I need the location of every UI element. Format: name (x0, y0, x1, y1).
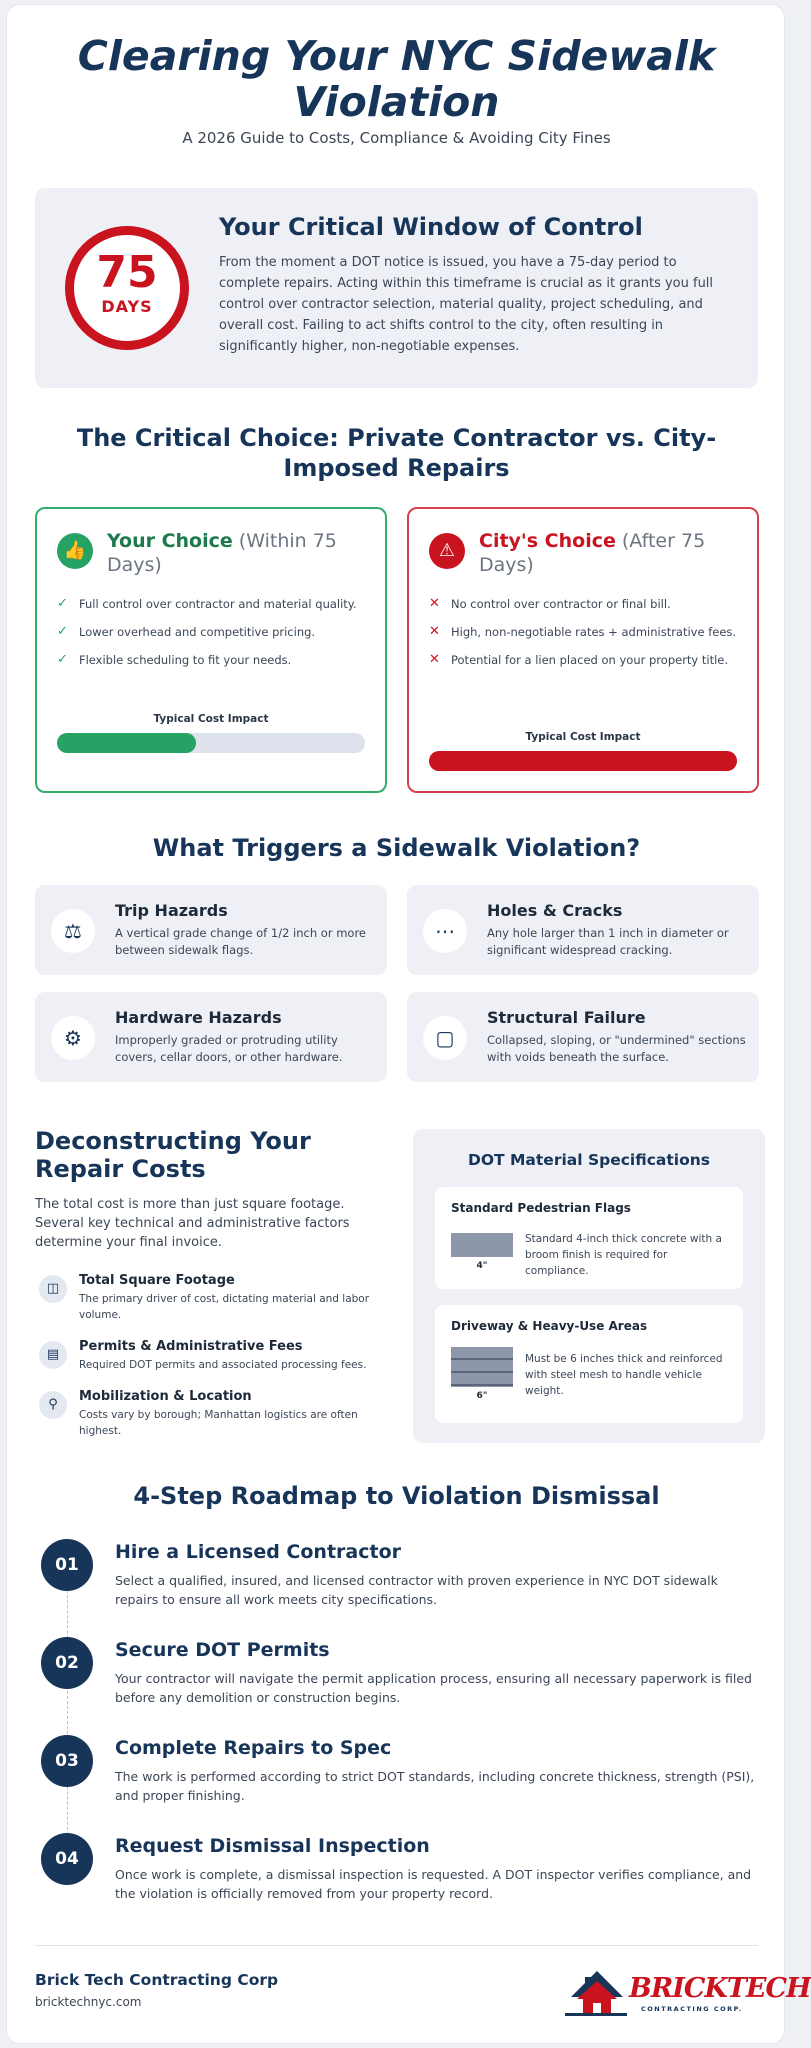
trigger-title: Trip Hazards (115, 901, 228, 920)
logo-wordmark: BRICKTECH (629, 1973, 811, 2004)
trigger-card (35, 992, 387, 1082)
factor-desc: The primary driver of cost, dictating material and labor volume. (79, 1293, 370, 1321)
spec-card-title: Standard Pedestrian Flags (451, 1201, 631, 1215)
thumbs-up-icon: 👍 (57, 533, 93, 569)
list-item: ✓ Lower overhead and competitive pricing. (57, 624, 316, 639)
step-number: 03 (41, 1735, 93, 1787)
trigger-card (407, 992, 759, 1082)
scale-icon: ⚖ (51, 909, 95, 953)
trigger-desc: Any hole larger than 1 inch in diameter or significant widespread cracking. (487, 926, 729, 957)
trigger-desc: A vertical grade change of 1/2 inch or more between sidewalk flags. (115, 926, 367, 957)
days-label: DAYS (101, 297, 153, 316)
control-body: From the moment a DOT notice is issued, you have a 75-day period to complete repairs. Acting within this timeframe is crucial as it grants you full control over contractor selection, material quality, project scheduling, and overall cost. Failing to act shifts control to the city, often resulting in significantly higher, non-negotiable expenses. (219, 255, 714, 354)
company-logo (563, 1961, 811, 2021)
trigger-desc: Improperly graded or protruding utility covers, cellar doors, or other hardware. (115, 1033, 343, 1064)
step-title: Secure DOT Permits (115, 1639, 330, 1661)
slab-thickness-label: 6" (476, 1391, 488, 1401)
company-website[interactable]: bricktechnyc.com (35, 1995, 142, 2009)
page-subtitle: A 2026 Guide to Costs, Compliance & Avoiding City Fines (182, 129, 611, 147)
cost-impact-fill (429, 751, 737, 771)
check-icon: ✓ (57, 652, 68, 667)
list-item: ✕ High, non-negotiable rates + administrative fees. (429, 624, 737, 639)
slab-thickness-label: 4" (476, 1261, 488, 1271)
step-number: 02 (41, 1637, 93, 1689)
city-choice-heading (479, 529, 749, 577)
cost-impact-bar (57, 733, 365, 753)
slab-6in-mesh-graphic (451, 1347, 513, 1387)
hole-icon: ⋯ (423, 909, 467, 953)
spec-desc: Must be 6 inches thick and reinforced with steel mesh to handle vehicle weight. (525, 1353, 723, 1397)
spec-card-title: Driveway & Heavy-Use Areas (451, 1319, 648, 1333)
specs-title: DOT Material Specifications (468, 1151, 710, 1169)
city-choice-list (429, 595, 744, 679)
step-title: Hire a Licensed Contractor (115, 1541, 401, 1563)
factor-title: Mobilization & Location (79, 1389, 252, 1404)
trigger-card (35, 885, 387, 975)
step-desc: Once work is complete, a dismissal inspection is requested. A DOT inspector verifies compliance, and the violation is officially removed from your property record. (115, 1867, 752, 1901)
infographic-page (6, 4, 811, 2044)
cost-impact-bar (429, 751, 737, 771)
factor-desc: Costs vary by borough; Manhattan logistics are often highest. (79, 1409, 358, 1437)
city-choice-subtitle: (After 75 Days) (479, 530, 706, 576)
step-desc: Select a qualified, insured, and licensed contractor with proven experience in NYC DOT sidewalk repairs to ensure all work meets city specifications. (115, 1573, 718, 1607)
factor-title: Permits & Administrative Fees (79, 1339, 303, 1354)
material-specs-panel (413, 1129, 765, 1443)
your-choice-card (35, 507, 387, 793)
list-item: ✕ Potential for a lien placed on your property title. (429, 652, 729, 667)
list-item: ✕ No control over contractor or final bill. (429, 596, 671, 611)
check-icon: ✓ (57, 624, 68, 639)
logo-tagline: CONTRACTING CORP. (641, 2005, 743, 2013)
trigger-title: Hardware Hazards (115, 1008, 282, 1027)
your-choice-heading (107, 529, 377, 577)
factor-desc: Required DOT permits and associated processing fees. (79, 1359, 367, 1371)
x-icon: ✕ (429, 624, 440, 639)
spec-desc: Standard 4-inch thick concrete with a broom finish is required for compliance. (525, 1233, 722, 1277)
slab-4in-graphic (451, 1233, 513, 1257)
step-desc: Your contractor will navigate the permit application process, ensuring all necessary paperwork is filed before any demolition or construction begins. (115, 1671, 752, 1705)
city-choice-card (407, 507, 759, 793)
trigger-card (407, 885, 759, 975)
days-badge (65, 226, 189, 350)
costs-intro: The total cost is more than just square footage. Several key technical and administrative factors determine your final invoice. (35, 1197, 350, 1250)
roadmap-section-title: 4-Step Roadmap to Violation Dismissal (133, 1482, 660, 1510)
cube-icon: ▢ (423, 1016, 467, 1060)
costs-section-title: Deconstructing Your Repair Costs (35, 1127, 311, 1183)
list-item: ✓ Full control over contractor and material quality. (57, 596, 357, 611)
cost-impact-label: Typical Cost Impact (153, 713, 269, 725)
choice-section-title: The Critical Choice: Private Contractor vs. City-Imposed Repairs (76, 424, 717, 482)
timeline-connector (67, 1565, 68, 1855)
house-icon (563, 1961, 633, 2021)
factor-title: Total Square Footage (79, 1273, 235, 1288)
spec-card (435, 1187, 743, 1289)
x-icon: ✕ (429, 596, 440, 611)
control-title: Your Critical Window of Control (219, 213, 643, 241)
trigger-desc: Collapsed, sloping, or "undermined" sections with voids beneath the surface. (487, 1033, 746, 1064)
document-icon: ▤ (39, 1341, 67, 1369)
trigger-title: Structural Failure (487, 1008, 646, 1027)
page-title: Clearing Your NYC Sidewalk Violation (77, 32, 716, 126)
cost-impact-fill (57, 733, 196, 753)
your-choice-subtitle: (Within 75 Days) (107, 530, 337, 576)
days-number: 75 (96, 247, 158, 298)
your-choice-title: Your Choice (107, 530, 233, 552)
check-icon: ✓ (57, 596, 68, 611)
step-title: Request Dismissal Inspection (115, 1835, 430, 1857)
warning-icon: ⚠ (429, 533, 465, 569)
list-item: ✓ Flexible scheduling to fit your needs. (57, 652, 292, 667)
x-icon: ✕ (429, 652, 440, 667)
step-number: 01 (41, 1539, 93, 1591)
step-title: Complete Repairs to Spec (115, 1737, 392, 1759)
hardware-icon: ⚙ (51, 1016, 95, 1060)
footer-divider (35, 1945, 758, 1946)
city-choice-title: City's Choice (479, 530, 616, 552)
your-choice-list (57, 595, 372, 679)
cost-impact-label: Typical Cost Impact (525, 731, 641, 743)
location-icon: ⚲ (39, 1391, 67, 1419)
area-icon: ◫ (39, 1275, 67, 1303)
spec-card (435, 1305, 743, 1423)
triggers-section-title: What Triggers a Sidewalk Violation? (152, 834, 641, 862)
company-name: Brick Tech Contracting Corp (35, 1971, 279, 1989)
step-desc: The work is performed according to strict DOT standards, including concrete thickness, strength (PSI), and proper finishing. (115, 1769, 755, 1803)
control-window-card (35, 188, 758, 388)
step-number: 04 (41, 1833, 93, 1885)
trigger-title: Holes & Cracks (487, 901, 623, 920)
